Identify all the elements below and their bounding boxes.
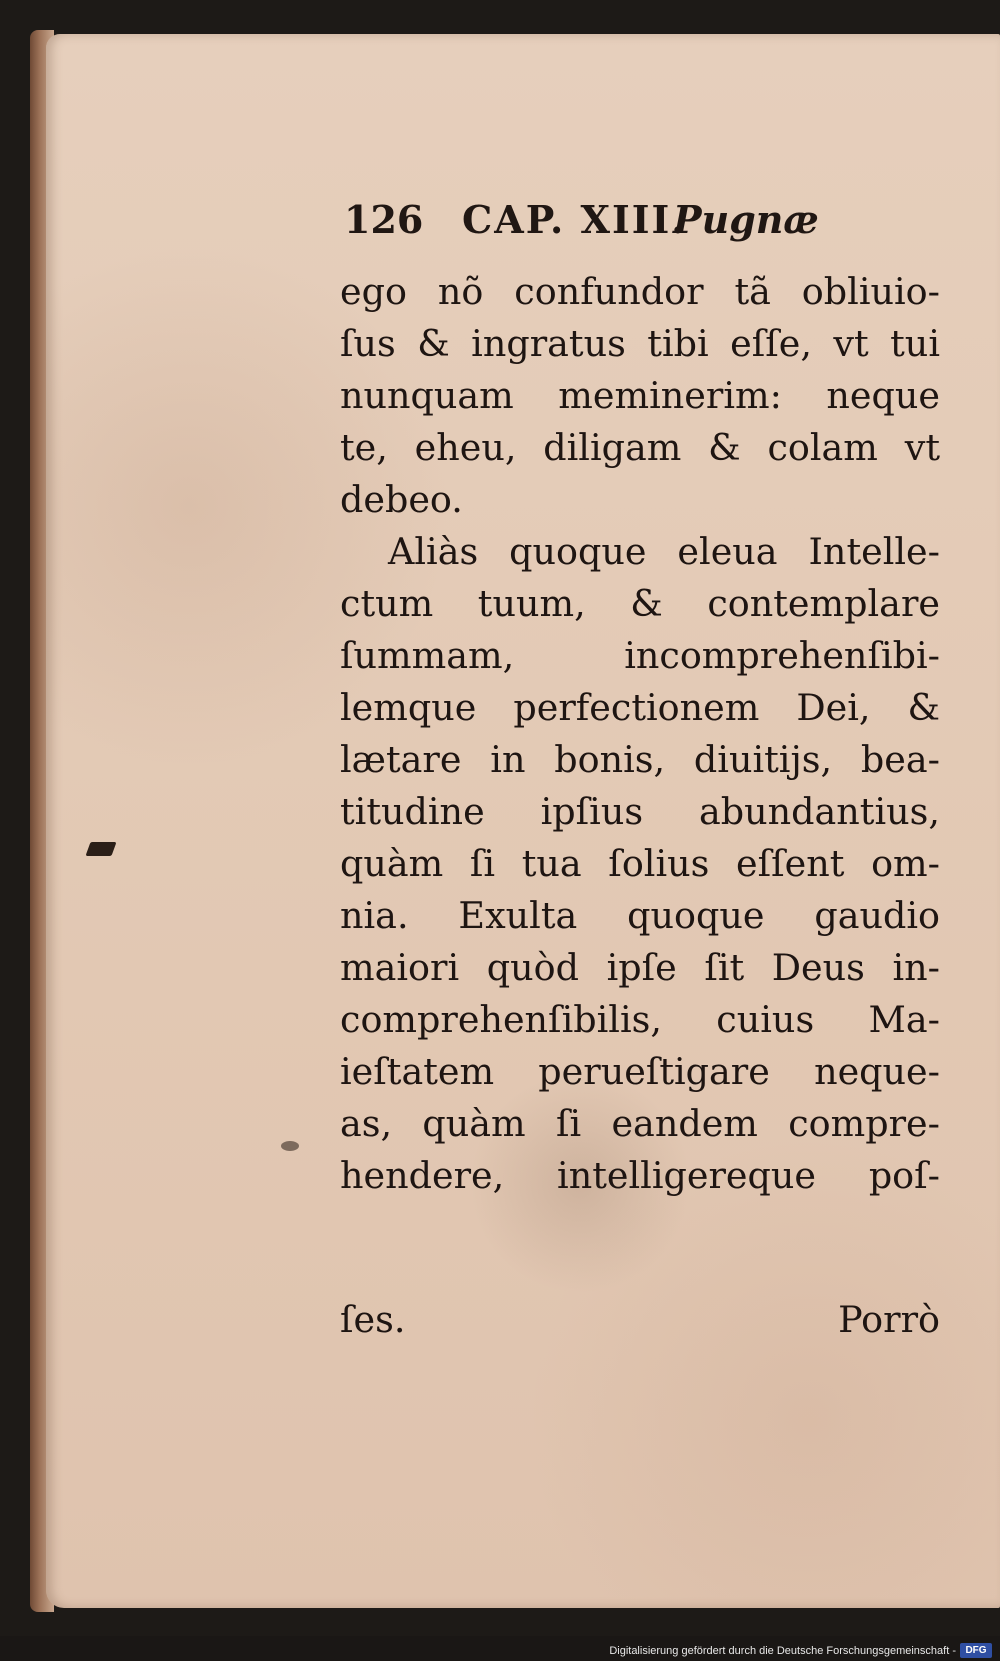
text-line: lætare in bonis, diuitijs, bea- bbox=[340, 738, 940, 781]
paper-spot bbox=[281, 1141, 299, 1151]
page-header bbox=[344, 197, 864, 257]
running-title: Pugnæ bbox=[673, 197, 819, 242]
text-line: debeo. bbox=[340, 478, 463, 521]
text-line: ctum tuum, & contemplare bbox=[340, 582, 940, 625]
text-line: quàm ſi tua ſolius eſſent om- bbox=[340, 842, 940, 885]
text-line: ſummam, incomprehenſibi- bbox=[340, 634, 940, 677]
ink-stain bbox=[85, 842, 116, 856]
final-line bbox=[340, 1294, 940, 1346]
text-line: nunquam meminerim: neque bbox=[340, 374, 940, 417]
body-text bbox=[340, 266, 940, 1202]
page-number: 126 bbox=[344, 197, 424, 242]
text-line: nia. Exulta quoque gaudio bbox=[340, 894, 940, 937]
funding-credit: Digitalisierung gefördert durch die Deutsche Forschungsgemeinschaft - bbox=[609, 1645, 956, 1657]
text-line: ieſtatem perueſtigare neque- bbox=[340, 1050, 940, 1093]
text-line: te, eheu, diligam & colam vt bbox=[340, 426, 940, 469]
text-line: hendere, intelligereque poſ- bbox=[340, 1154, 940, 1197]
text-line: ego nõ confundor tã obliuio- bbox=[340, 270, 940, 313]
text-line: maiori quòd ipſe ſit Deus in- bbox=[340, 946, 940, 989]
text-line: Aliàs quoque eleua Intelle- bbox=[388, 530, 940, 573]
text-line: ſus & ingratus tibi eſſe, vt tui bbox=[340, 322, 940, 365]
dfg-logo: DFG bbox=[960, 1643, 992, 1658]
text-line: titudine ipſius abundantius, bbox=[340, 790, 940, 833]
text-line: lemque perfectionem Dei, & bbox=[340, 686, 940, 729]
chapter-heading: CAP. XIII. bbox=[462, 197, 687, 242]
final-word: ſes. bbox=[340, 1298, 406, 1341]
catchword: Porrò bbox=[838, 1298, 940, 1341]
text-line: as, quàm ſi eandem compre- bbox=[340, 1102, 940, 1145]
text-line: comprehenſibilis, cuius Ma- bbox=[340, 998, 940, 1041]
